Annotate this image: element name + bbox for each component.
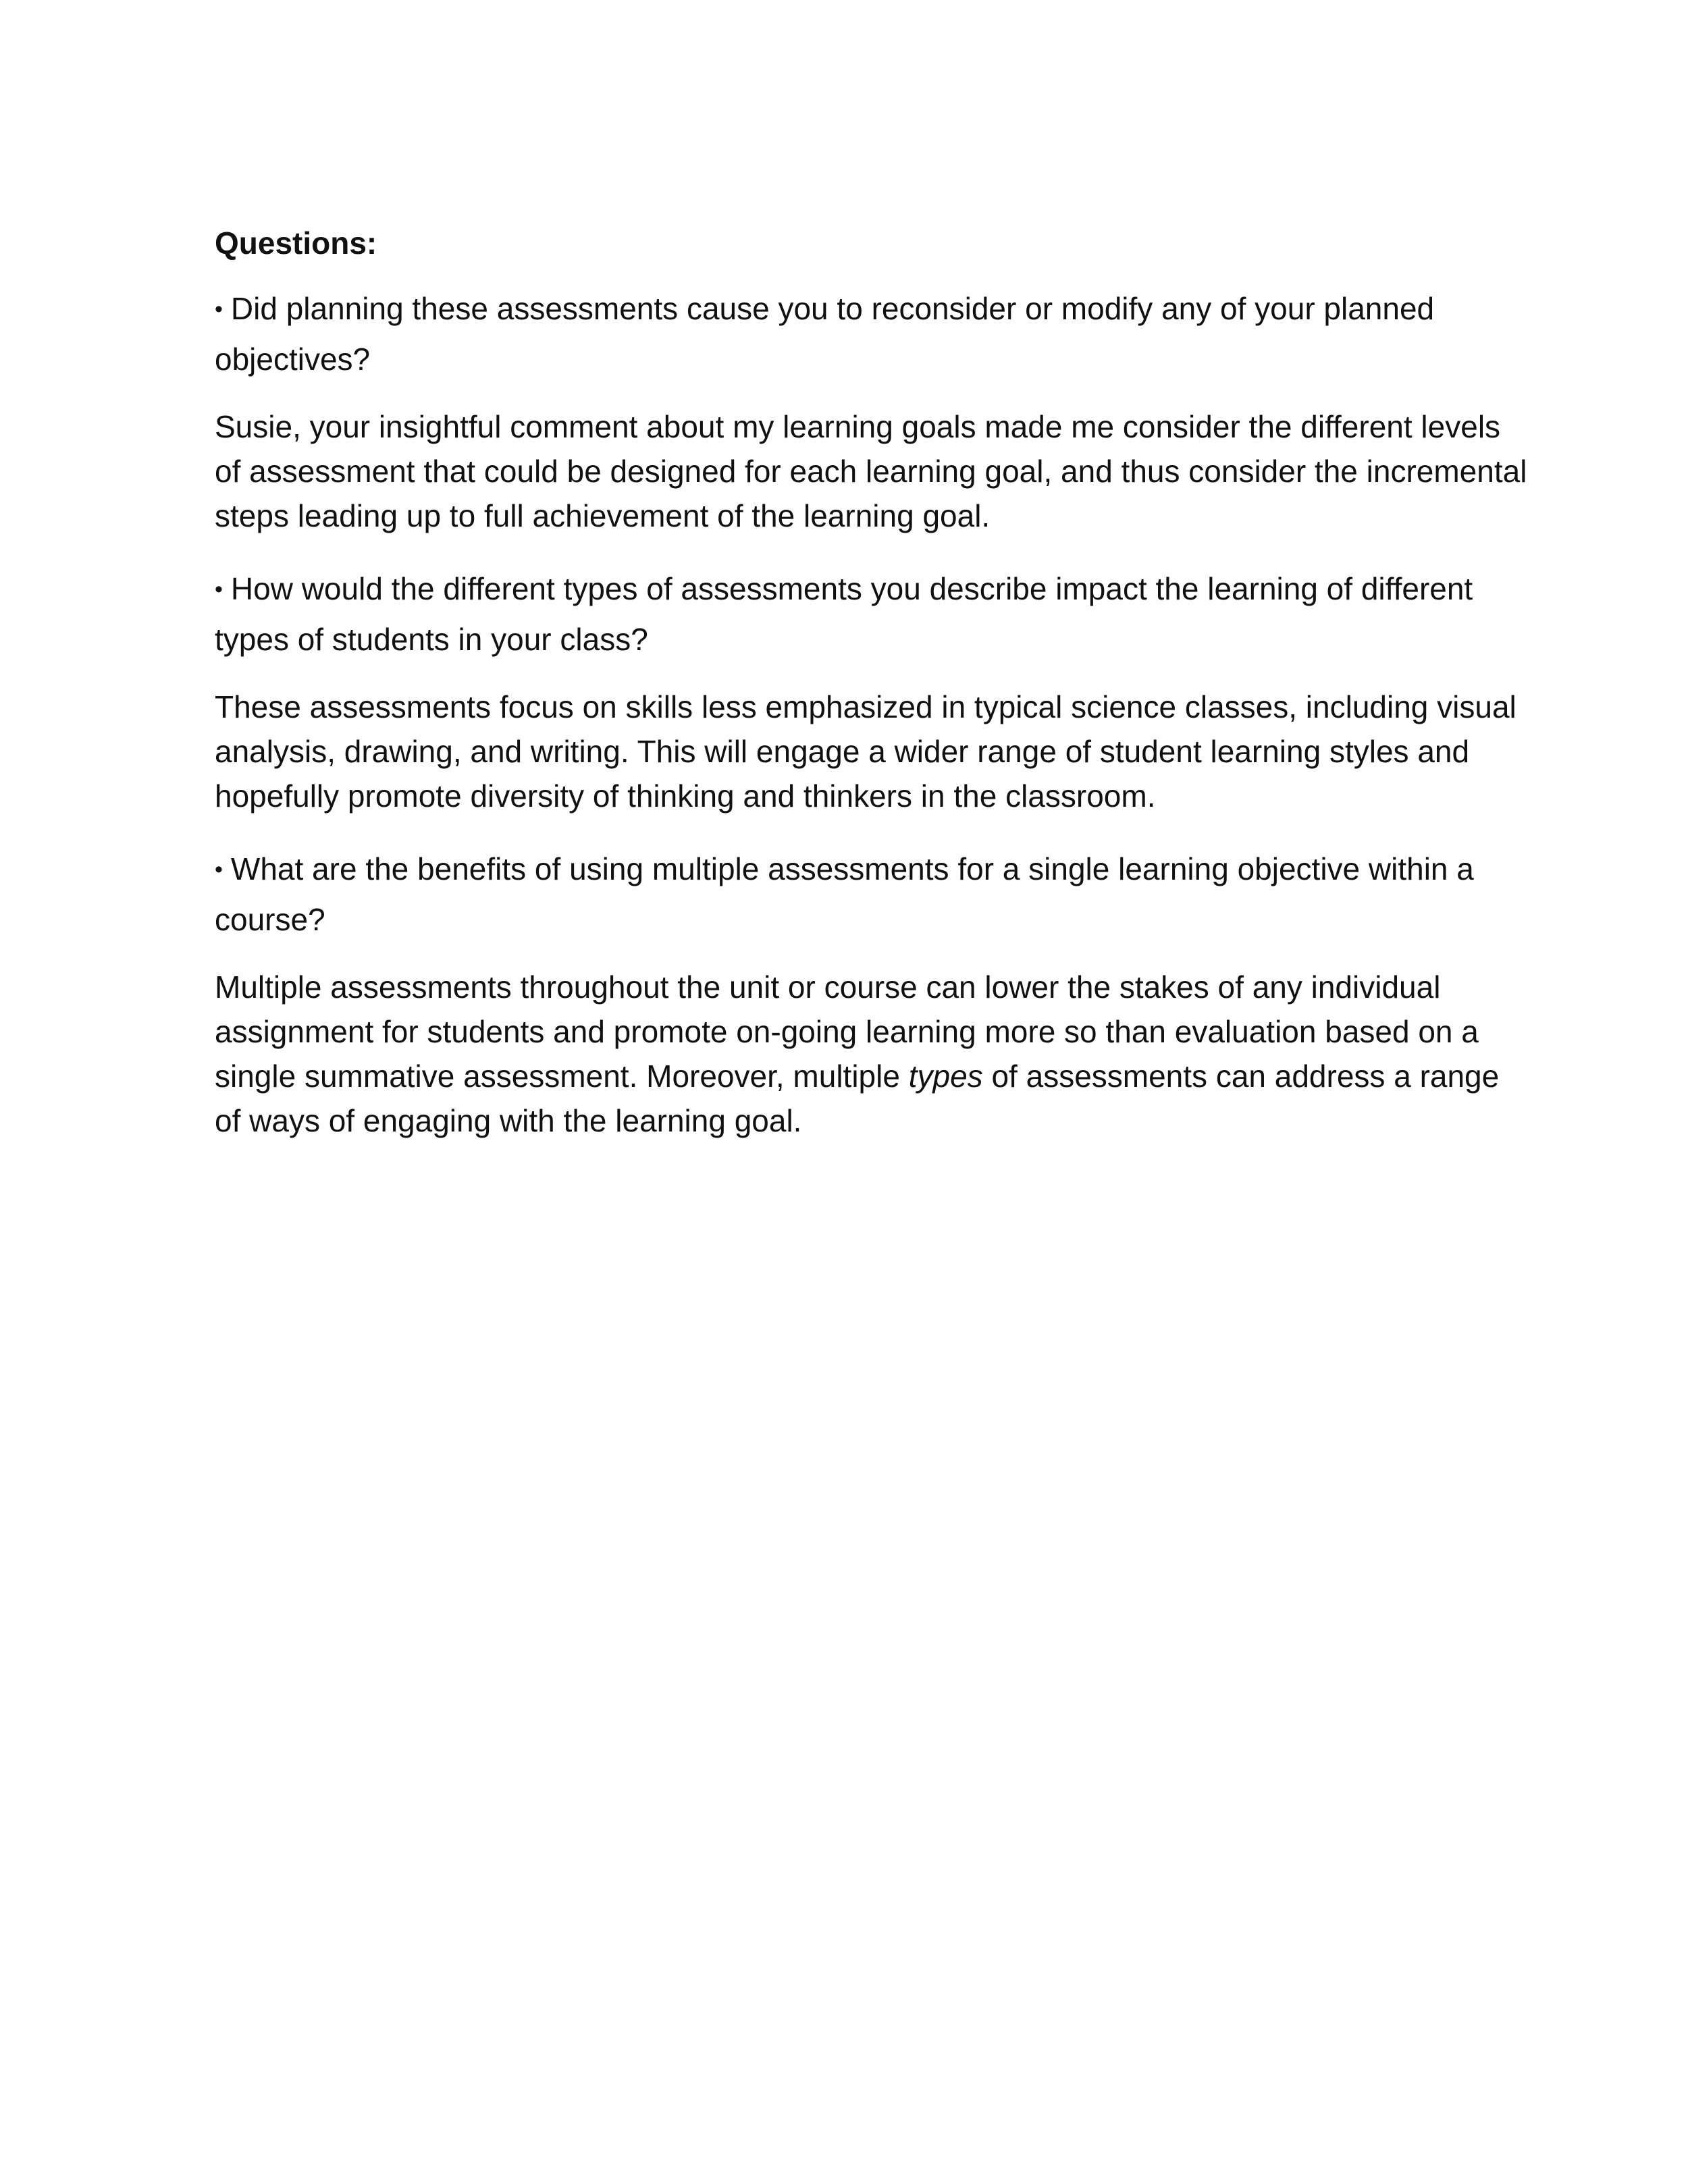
document-page	[215, 223, 1531, 1169]
question-1-text: Did planning these assessments cause you to reconsider or modify any of your planned objectives?	[215, 291, 1435, 377]
answer-3-emphasis: types	[908, 1059, 983, 1094]
answer-3-text-start: Multiple assessments throughout the unit or course can lower the stakes of any individual assignment for students and promote on-going learning more so than evaluation based on a single summative assessment. Moreover, multiple	[215, 969, 1479, 1094]
question-2-text: How would the different types of assessments you describe impact the learning of different types of students in your class?	[215, 571, 1473, 657]
answer-2: These assessments focus on skills less emphasized in typical science classes, including visual analysis, drawing, and writing. This will engage a wider range of student learning styles and hopefully promote diversity of thinking and thinkers in the classroom.	[215, 689, 1516, 814]
answer-3-text-end: of assessments can address a range of ways of engaging with the learning goal.	[215, 1059, 1500, 1138]
answer-3	[215, 965, 1531, 1143]
question-1	[215, 284, 1531, 384]
bullet-icon: •	[215, 857, 223, 882]
bullet-icon: •	[215, 577, 223, 602]
page-heading: Questions:	[215, 225, 377, 261]
question-2	[215, 564, 1531, 664]
bullet-icon: •	[215, 296, 223, 322]
answer-1: Susie, your insightful comment about my learning goals made me consider the different levels of assessment that could be designed for each learning goal, and thus consider the incremental steps leading up to full achievement of the learning goal.	[215, 409, 1527, 533]
question-3-text: What are the benefits of using multiple assessments for a single learning objective within a course?	[215, 851, 1474, 937]
question-3	[215, 844, 1531, 944]
